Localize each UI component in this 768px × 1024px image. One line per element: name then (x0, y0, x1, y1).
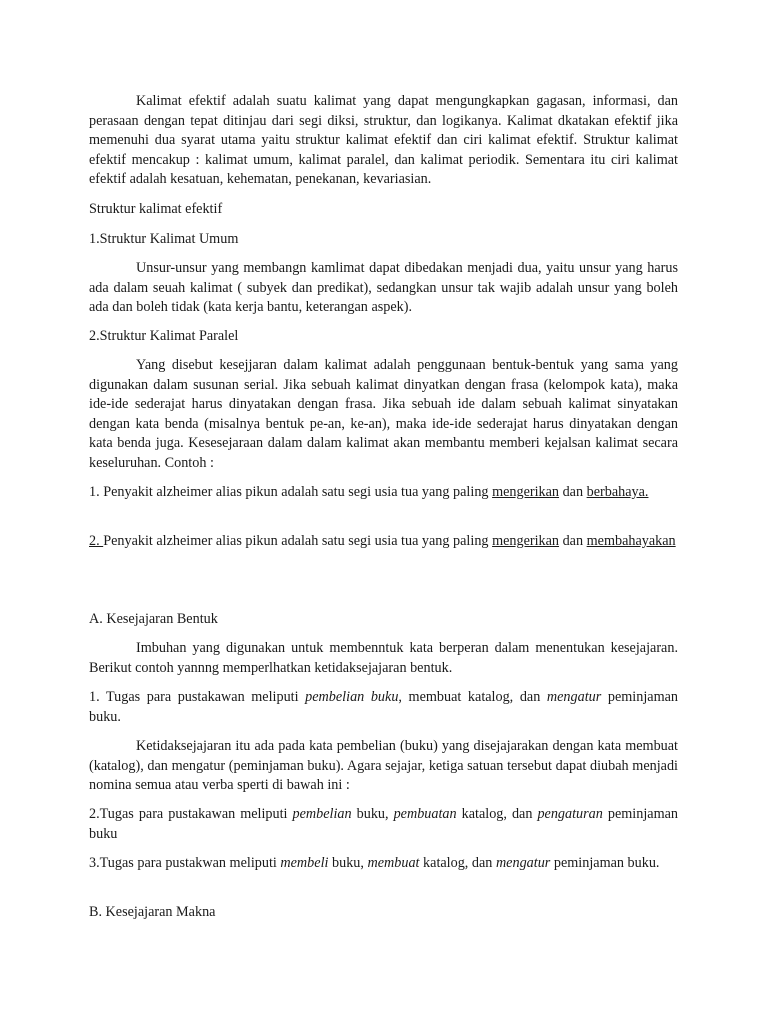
paragraph-ketidaksejajaran: Ketidaksejajaran itu ada pada kata pembelian (buku) yang disejajarakan dengan kata membuat (katalog), dan mengatur (peminjaman buku). Agara sejajar, ketiga satuan tersebut dapat diubah menjadi nomina semua atau verba sperti di bawah ini : (89, 738, 678, 794)
example-2-word-1: mengerikan (492, 533, 560, 549)
example-1 (89, 483, 678, 503)
tugas-3-italic-2: membuat (367, 855, 420, 871)
example-1-word-2: berbahaya. (586, 484, 649, 500)
tugas-1-text-1: 1. Tugas para pustakawan meliputi (89, 689, 306, 705)
example-2-text: Penyakit alzheimer alias pikun adalah satu segi usia tua yang paling (103, 533, 493, 549)
heading-kesejajaran-makna: B. Kesejajaran Makna (89, 904, 216, 920)
paragraph-struktur-paralel: Yang disebut kesejjaran dalam kalimat adalah penggunaan bentuk-bentuk yang sama yang digunakan dalam susunan serial. Jika sebuah kalimat dinyatkan dengan frasa (kelompok kata), maka ide-ide sederajat harus dinyatakan dengan frasa. Jika sebuah ide dalam sebuah kalimat sinyatakan dengan kata benda (misalnya bentuk pe-an, ke-an), maka ide-ide sederajat harus dinyatakan dengan kata benda juga. Kesesejaraan dalam dalam kalimat akan membantu memberi kejalsan kalimat secara keseluruhan. Contoh : (89, 357, 678, 471)
example-1-mid: dan (559, 484, 587, 500)
tugas-2-text-4: peminjaman buku (89, 806, 678, 842)
example-2-mid: dan (559, 533, 587, 549)
tugas-example-3 (89, 854, 678, 874)
tugas-1-italic-1: pembelian buku (305, 689, 399, 705)
tugas-2-text-2: buku, (351, 806, 394, 822)
tugas-2-text-1: 2.Tugas para pustakawan meliputi (89, 806, 293, 822)
example-1-text: 1. Penyakit alzheimer alias pikun adalah satu segi usia tua yang paling (89, 484, 493, 500)
example-1-word-1: mengerikan (492, 484, 560, 500)
example-2-word-2: membahayakan (586, 533, 676, 549)
tugas-3-text-1: 3.Tugas para pustakwan meliputi (89, 855, 281, 871)
example-2-number: 2. (89, 533, 104, 549)
paragraph-struktur-umum: Unsur-unsur yang membangn kamlimat dapat dibedakan menjadi dua, yaitu unsur yang harus ada dalam seuah kalimat ( subyek dan predikat), sedangkan unsur tak wajib adalah unsur yang boleh ada dan boleh tidak (kata kerja bantu, keterangan aspek). (89, 260, 678, 316)
tugas-1-italic-2: mengatur (546, 689, 602, 705)
tugas-2-italic-1: pembelian (292, 806, 352, 822)
heading-struktur-umum: 1.Struktur Kalimat Umum (89, 231, 239, 247)
tugas-2-italic-3: pengaturan (537, 806, 603, 822)
heading-struktur: Struktur kalimat efektif (89, 201, 223, 217)
heading-kesejajaran-bentuk: A. Kesejajaran Bentuk (89, 611, 218, 627)
tugas-2-italic-2: pembuatan (393, 806, 457, 822)
tugas-3-text-2: buku, (328, 855, 368, 871)
tugas-3-italic-1: membeli (280, 855, 329, 871)
tugas-3-text-4: peminjaman buku. (550, 855, 660, 871)
paragraph-kesejajaran-bentuk: Imbuhan yang digunakan untuk membenntuk kata berperan dalam menentukan kesejajaran. Berikut contoh yannng memperlhatkan ketidaksejajaran bentuk. (89, 640, 678, 676)
tugas-1-text-3: peminjaman buku. (89, 689, 678, 725)
tugas-2-text-3: katalog, dan (456, 806, 538, 822)
tugas-3-text-3: katalog, dan (419, 855, 496, 871)
tugas-example-2 (89, 805, 678, 844)
intro-paragraph: Kalimat efektif adalah suatu kalimat yang dapat mengungkapkan gagasan, informasi, dan perasaan dengan tepat ditinjau dari segi diksi, struktur, dan logikanya. Kalimat dkatakan efektif jika memenuhi dua syarat utama yaitu struktur kalimat efektif dan ciri kalimat efektif. Struktur kalimat efektif mencakup : kalimat umum, kalimat paralel, dan kalimat periodik. Sementara itu ciri kalimat efektif adalah kesatuan, kehematan, penekanan, kevariasian. (89, 93, 678, 188)
heading-struktur-paralel: 2.Struktur Kalimat Paralel (89, 328, 239, 344)
tugas-1-text-2: , membuat katalog, dan (398, 689, 547, 705)
tugas-3-italic-3: mengatur (495, 855, 551, 871)
tugas-example-1 (89, 688, 678, 727)
example-2 (89, 532, 678, 552)
